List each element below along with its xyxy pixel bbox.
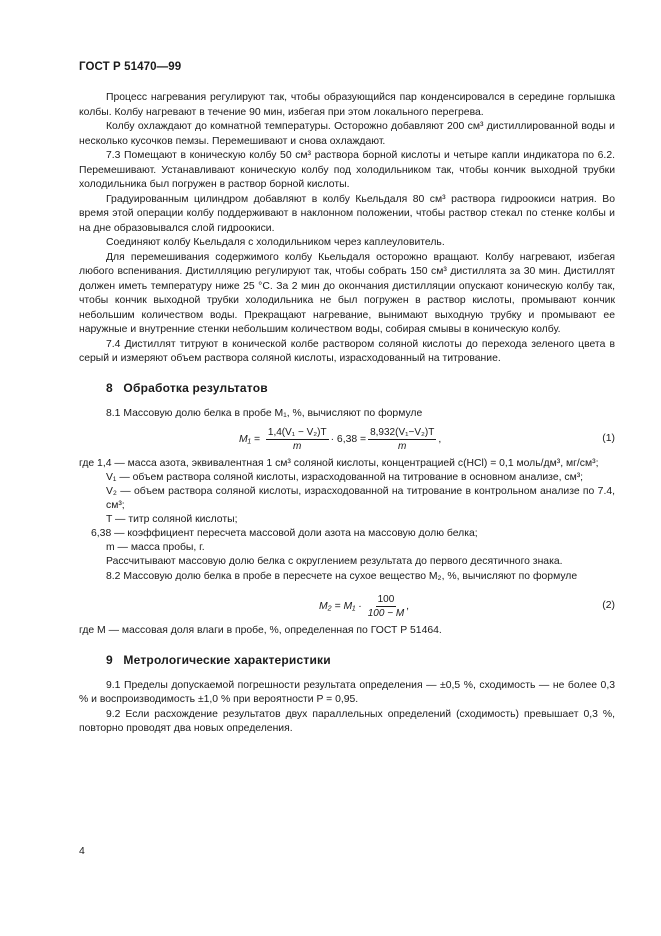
where-item: m — масса пробы, г. xyxy=(106,542,205,553)
fraction-numerator: 100 xyxy=(377,593,395,605)
fraction-denominator: m xyxy=(398,440,407,452)
equation-number: (1) xyxy=(602,433,615,444)
fraction-denominator: m xyxy=(293,440,302,452)
fraction xyxy=(266,427,329,452)
section-title: Обработка результатов xyxy=(123,380,268,395)
where-item: где 1,4 — масса азота, эквивалентная 1 см³ соляной кислоты, концентрацией c(HCl) = 0,1 моль/дм³, мг/см³; xyxy=(79,458,599,469)
fraction xyxy=(368,594,404,619)
fraction xyxy=(368,427,436,452)
equation-number: (2) xyxy=(602,600,615,611)
paragraph: 7.4 Дистиллят титруют в конической колбе раствором соляной кислоты до перехода зеленого цвета в серый и измеряют объем раствора соляной кислоты, израсходованный на титрование. xyxy=(79,338,615,364)
where-item: T — титр соляной кислоты; xyxy=(106,514,238,525)
where-item: V₂ — объем раствора соляной кислоты, израсходованной на титрование в контрольном анализе по 7.4, см³; xyxy=(106,486,615,511)
formula-tail: , xyxy=(406,600,410,612)
paragraph: Соединяют колбу Кьельдаля с холодильником через каплеуловитель. xyxy=(106,237,445,248)
formula-2 xyxy=(79,588,615,624)
fraction-numerator: 1,4(V₁ − V₂)T xyxy=(267,426,327,438)
document-body xyxy=(79,91,615,737)
paragraph-8-1: 8.1 Массовую долю белка в пробе M₁, %, вычисляют по формуле xyxy=(106,407,423,419)
paragraph-where-moisture: где M — массовая доля влаги в пробе, %, определенная по ГОСТ Р 51464. xyxy=(79,625,442,636)
where-list xyxy=(79,457,615,555)
paragraph-8-2: 8.2 Массовую долю белка в пробе в пересчете на сухое вещество M₂, %, вычисляют по формуле xyxy=(106,570,578,582)
section-title: Метрологические характеристики xyxy=(123,652,331,667)
fraction-numerator: 8,932(V₁−V₂)T xyxy=(370,426,435,438)
where-item: V₁ — объем раствора соляной кислоты, израсходованной на титрование в основном анализе, см³; xyxy=(106,472,584,483)
where-item: 6,38 — коэффициент пересчета массовой доли азота на массовую долю белка; xyxy=(91,528,478,539)
paragraph: Для перемешивания содержимого колбу Кьельдаля осторожно вращают. Колбу нагревают, избегая любого вспенивания. Дистилляцию регулируют так, чтобы собрать 150 см³ дистиллята за 30 мин. Дистиллят должен иметь температуру ниже 25 °С. За 2 мин до окончания дистилляции опускают коническую колбу так, чтобы кончик выходной трубки холодильника не был погружен в раствор кислоты, промывают кончик небольшим количеством воды. Прекращают нагревание, вынимают выходную трубку и промывают ее наружные и внутренние стенки небольшим количеством воды, собирая смывы в коническую колбу. xyxy=(79,251,615,335)
formula-tail: , xyxy=(438,433,442,445)
section-8-heading xyxy=(79,381,615,395)
formula-1 xyxy=(79,421,615,457)
paragraph-rounding: Рассчитывают массовую долю белка с округлением результата до первого десятичного знака. xyxy=(106,556,563,567)
formula-mid: · 6,38 = xyxy=(330,433,367,445)
document-header: ГОСТ Р 51470—99 xyxy=(79,61,182,73)
section-9-heading xyxy=(79,653,615,667)
section-number: 9 xyxy=(106,652,113,667)
section-number: 8 xyxy=(106,380,113,395)
page-number: 4 xyxy=(79,846,85,857)
paragraph-9-1: 9.1 Пределы допускаемой погрешности результата определения — ±0,5 %, сходимость — не более 0,3 % и воспроизводимость ±1,0 % при вероятности P = 0,95. xyxy=(79,679,615,705)
formula-lhs: M₁ = xyxy=(239,433,260,445)
paragraph: Процесс нагревания регулируют так, чтобы образующийся пар конденсировался в середине горлышка колбы. Колбу нагревают в течение 90 мин, избегая при этом локального перегрева. xyxy=(79,92,615,118)
paragraph-9-2: 9.2 Если расхождение результатов двух параллельных определений (сходимость) превышает 0,3 %, повторно проводят два новых определения. xyxy=(79,708,615,734)
fraction-denominator: 100 − M xyxy=(367,607,405,619)
paragraph: Колбу охлаждают до комнатной температуры. Осторожно добавляют 200 см³ дистиллированной воды и несколько кусочков пемзы. Перемешивают и снова охлаждают. xyxy=(79,121,615,147)
paragraph: Градуированным цилиндром добавляют в колбу Кьельдаля 80 см³ раствора гидроокиси натрия. Во время этой операции колбу поддерживают в наклонном положении, чтобы раствор стекал по стенке колбы и на дне образовывался слой гидроокиси. xyxy=(79,193,615,234)
paragraph: 7.3 Помещают в коническую колбу 50 см³ раствора борной кислоты и четыре капли индикатора по 6.2. Перемешивают. Устанавливают коническую колбу под холодильником так, чтобы кончик выходной трубки холодильника был погружен в раствор борной кислоты. xyxy=(79,150,615,190)
formula-lhs: M₂ = M₁ · xyxy=(319,600,362,612)
